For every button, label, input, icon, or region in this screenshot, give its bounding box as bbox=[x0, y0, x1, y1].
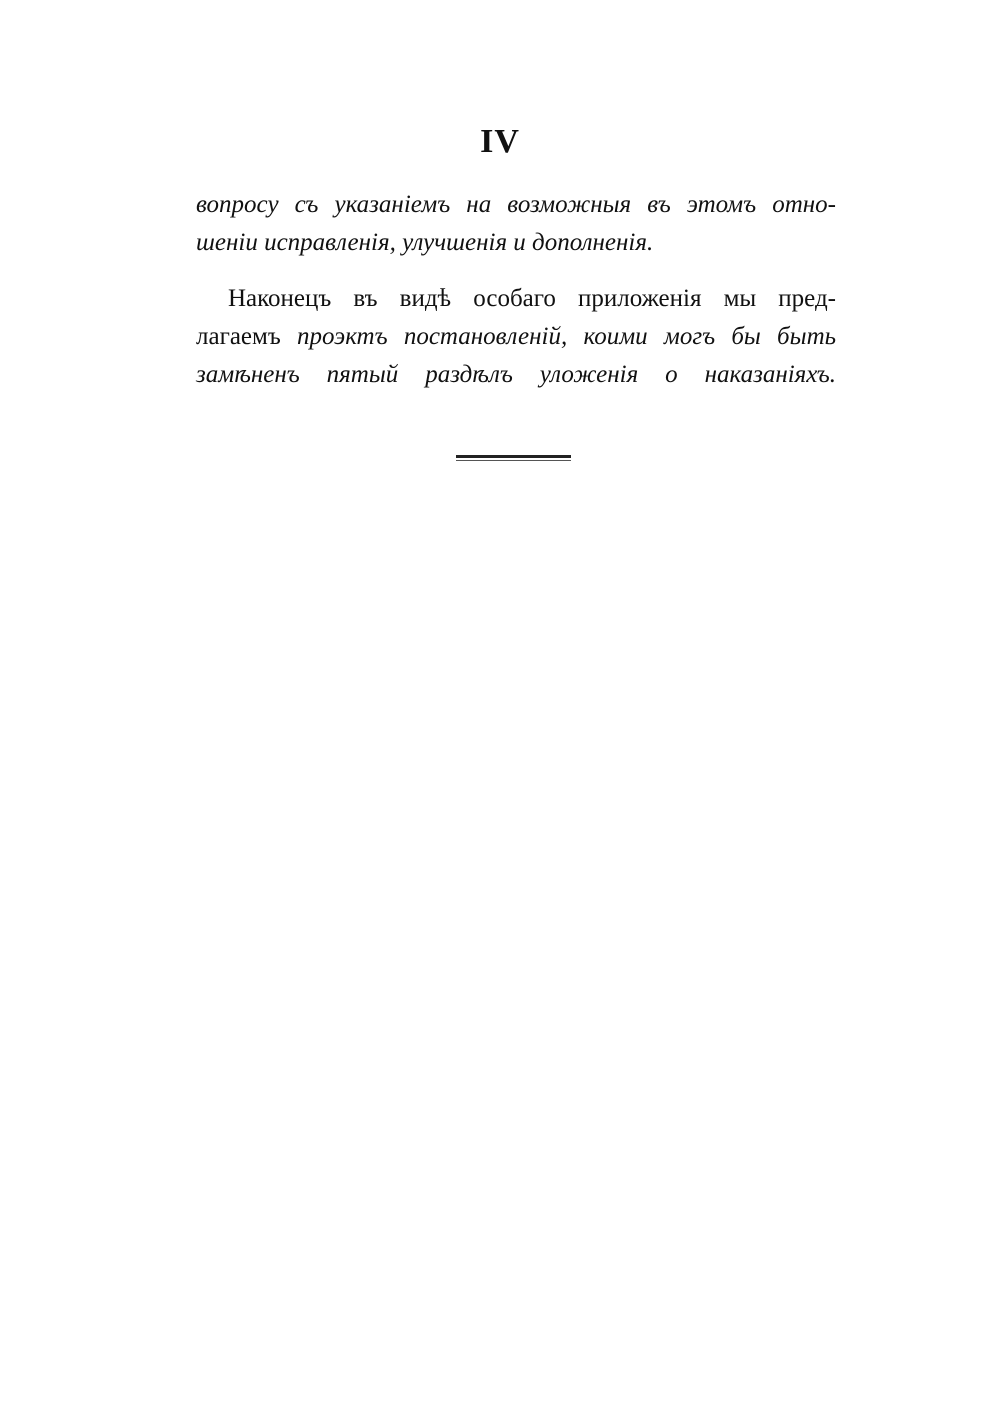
paragraph-2-line-2-upright: лагаемъ bbox=[196, 323, 281, 350]
page-number: IV bbox=[480, 123, 520, 160]
rule-thick-line bbox=[456, 455, 571, 458]
paragraph-2-line-3: замѣненъ пятый раздѣлъ уложенія о наказаніяхъ. bbox=[196, 361, 836, 388]
paragraph-1-line-2: шеніи исправленія, улучшенія и дополненія. bbox=[196, 229, 654, 256]
rule-thin-line bbox=[456, 460, 571, 461]
paragraph-2-line-2 bbox=[196, 318, 836, 356]
paragraph-gap bbox=[196, 262, 836, 280]
paragraph-1-line-1: вопросу съ указаніемъ на возможныя въ этомъ отно- bbox=[196, 191, 836, 218]
body-text bbox=[196, 186, 836, 394]
section-end-rule bbox=[456, 455, 571, 461]
paragraph-2-line-1: Наконецъ въ видѣ особаго приложенія мы пред- bbox=[228, 285, 836, 312]
paragraph-2-line-2-italic: проэктъ постановленій, коими могъ бы быть bbox=[297, 323, 836, 350]
